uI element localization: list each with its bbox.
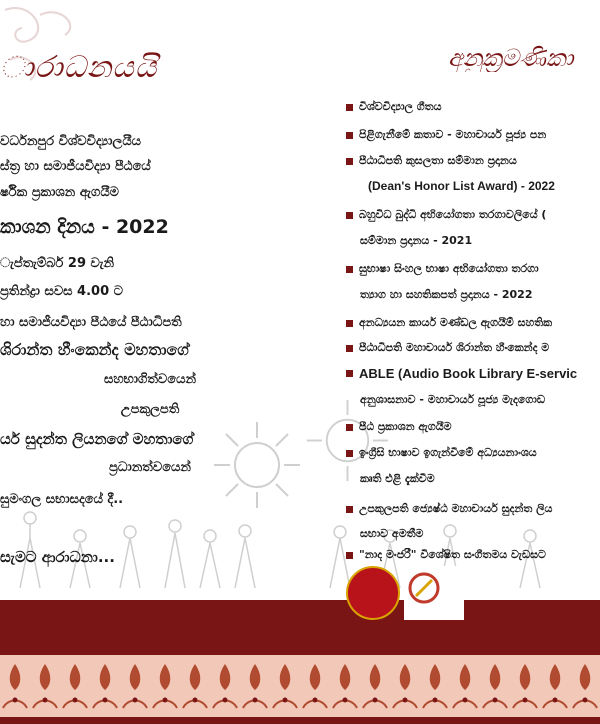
list-item: අනධ්‍යයන කාර්ය මණ්ඩල ඇගයීම් සහතික bbox=[346, 316, 600, 330]
dean-title: හා සමාජීයවිද්‍යා පීඨයේ පීඨාධිපති bbox=[0, 315, 182, 330]
lotus-border-pattern bbox=[0, 660, 600, 712]
bullet-icon bbox=[346, 345, 353, 352]
list-item: විශ්වවිද්‍යාල ගීතය bbox=[346, 100, 600, 114]
list-item-continuation: අනුශාසනාව - මහාචාර්ය පූජ්‍ය මැදගොඩ bbox=[360, 393, 546, 406]
list-item: සුභාෂා සිංහල භාෂා අභියෝගතා තරගා bbox=[346, 262, 600, 276]
list-item-continuation: (Dean's Honor List Award) - 2022 bbox=[368, 179, 555, 193]
bullet-icon bbox=[346, 212, 353, 219]
list-item-continuation: ත්‍යාග හා සහතිකපත් ප්‍රදානය - 2022 bbox=[360, 288, 533, 301]
vice-chancellor-title: උපකුලපති bbox=[120, 402, 180, 417]
list-item-continuation: කෘති එළි දැක්වීම bbox=[360, 472, 435, 485]
closing-invitation: සැමට ආරාධනා... bbox=[0, 548, 115, 566]
list-item: බහුවිධ බුද්ධි අභියෝගතා තරගාවලියේ ( bbox=[346, 208, 600, 222]
bullet-icon bbox=[346, 424, 353, 431]
list-item: "නාද මංජරී" විශේෂිත සංගීතමය වැඩසට bbox=[346, 548, 600, 562]
list-item: පිළිගැනීමේ කතාව - මහාචාර්ය පූජ්‍ය පන bbox=[346, 128, 600, 142]
list-item: පීඨාධිපති මහාචාර්ය ශිරාන්ත හීංකෙන්ද ම bbox=[346, 341, 600, 355]
venue-text: සුමංගල සභාසදයේ දී.. bbox=[0, 492, 124, 507]
university-logo bbox=[346, 566, 400, 620]
participation-text: සහභාගිත්වයෙන් bbox=[103, 372, 197, 387]
invitation-title: ාරාධනයයි bbox=[0, 50, 158, 85]
event-name: ර්ෂික ප්‍රකාශන ඇගයීම bbox=[0, 185, 120, 200]
bullet-icon bbox=[346, 450, 353, 457]
university-name: වර්ධනපුර විශ්වවිද්‍යාලයීය bbox=[0, 134, 142, 149]
agenda-title: අනුක්‍රමණිකා bbox=[448, 44, 574, 72]
faculty-name: ස්ත්‍ර හා සමාජීයවිද්‍යා පීඨයේ bbox=[0, 159, 151, 174]
bullet-icon bbox=[346, 158, 353, 165]
faculty-logo bbox=[404, 566, 464, 620]
list-item: පීඨ ප්‍රකාශන ඇගයීම bbox=[346, 420, 600, 434]
bullet-icon bbox=[346, 370, 353, 377]
publication-day-heading: කාශන දිනය - 2022 bbox=[0, 216, 169, 238]
list-item-continuation: සම්මාන ප්‍රදානය - 2021 bbox=[360, 234, 473, 247]
dean-name: ශිරාන්ත හීංකෙන්ද මහතාගේ bbox=[0, 340, 189, 359]
list-item: ඉංග්‍රීසි භාෂාව ඉගැන්වීමේ අධ්‍යයනාංශය bbox=[346, 446, 600, 460]
bullet-icon bbox=[346, 320, 353, 327]
bullet-icon bbox=[346, 266, 353, 273]
event-time: ප්‍රතින්ද්‍රා සවස 4.00 ට bbox=[0, 284, 124, 299]
list-item-continuation: සභාව අමතීම bbox=[360, 527, 424, 540]
event-date: ැප්තැම්බර් 29 වැනි bbox=[0, 256, 115, 271]
bullet-icon bbox=[346, 552, 353, 559]
list-item: ABLE (Audio Book Library E-servic bbox=[346, 366, 600, 381]
chair-text: ප්‍රධානත්වයෙන් bbox=[109, 460, 191, 475]
bullet-icon bbox=[346, 104, 353, 111]
vice-chancellor-name: ර්ය සුදන්ත ලියනගේ මහතාගේ bbox=[0, 430, 194, 448]
bullet-icon bbox=[346, 132, 353, 139]
list-item: පීඨාධිපති කුසලතා සම්මාන ප්‍රදානය bbox=[346, 154, 600, 168]
bullet-icon bbox=[346, 506, 353, 513]
sun-motif-icon bbox=[305, 398, 390, 483]
list-item: උපකුලපති ජ්‍යෙෂ්ඨ මහාචාර්ය සුදන්ත ලිය bbox=[346, 502, 600, 516]
